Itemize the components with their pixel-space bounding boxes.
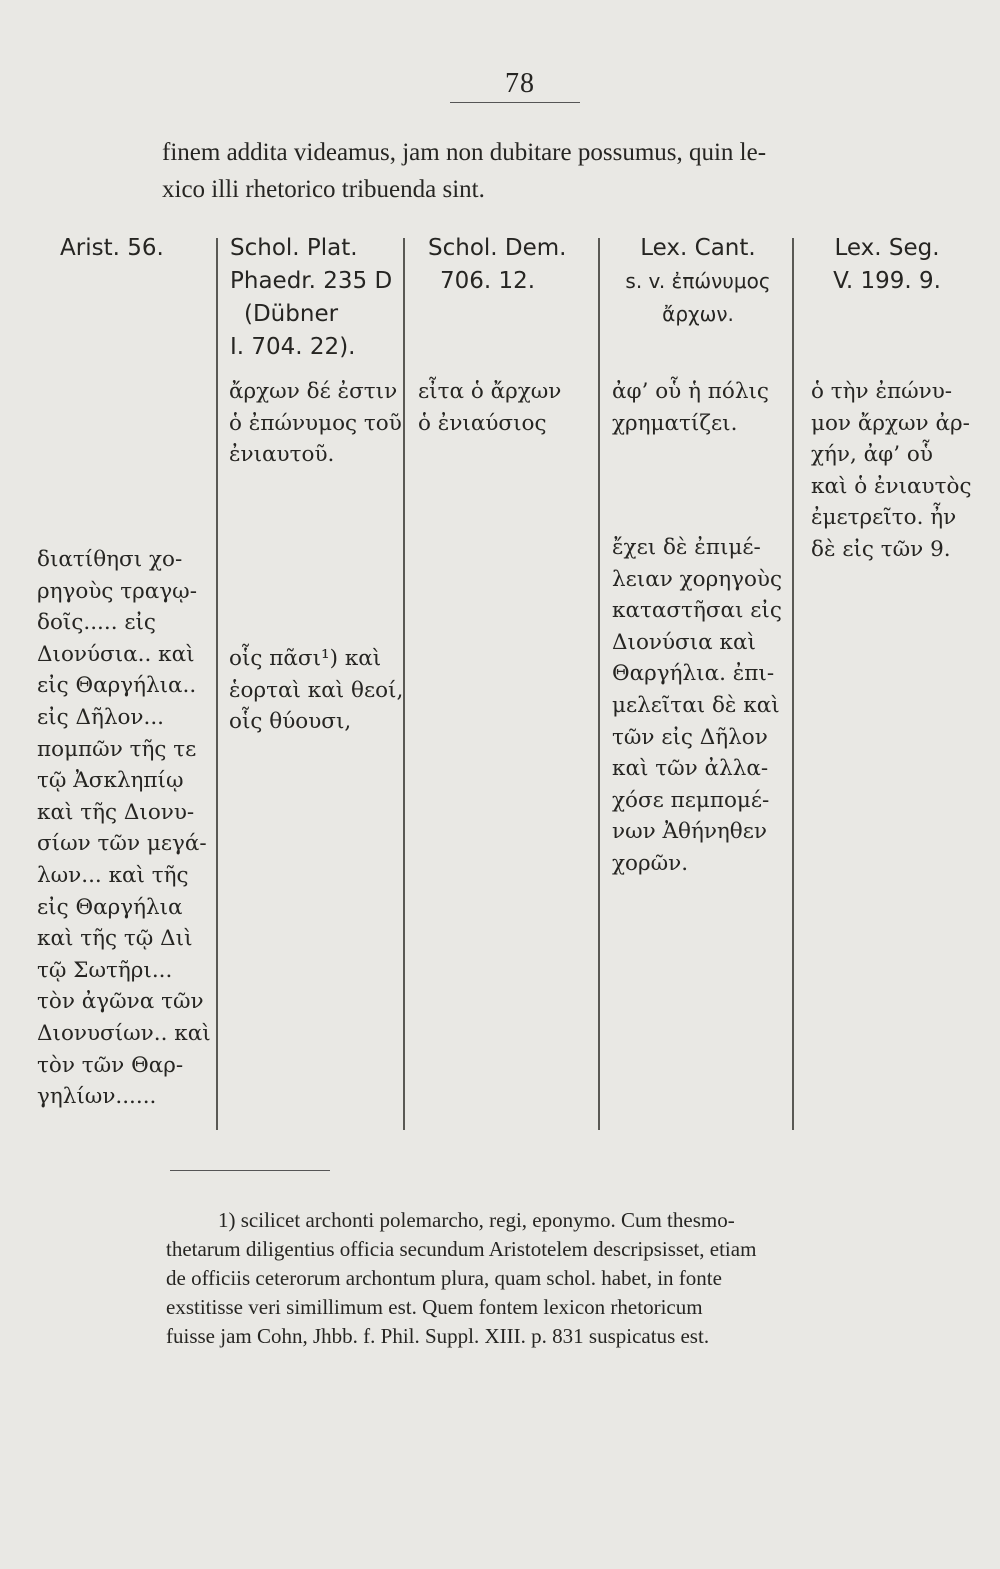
column-header: V. 199. 9. [833, 268, 941, 294]
text-line: καὶ τῶν ἀλλα- [612, 756, 769, 782]
column-header: Lex. Seg. [834, 235, 940, 261]
footnote-line: exstitisse veri simillimum est. Quem fontem lexicon rhetoricum [166, 1295, 703, 1319]
column-arist-text [37, 544, 211, 1113]
column-divider [403, 238, 405, 1130]
text-line: καὶ τῆς τῷ Διὶ [37, 926, 193, 952]
text-line: ἀφ’ οὗ ἡ πόλις [612, 379, 769, 404]
text-line: νων Ἀθήνηθεν [612, 819, 767, 845]
text-line: χρηματίζει. [612, 410, 738, 436]
text-line: μελεῖται δὲ καὶ [612, 692, 780, 718]
footnote-rule [170, 1170, 330, 1171]
page-number: 78 [505, 68, 535, 99]
column-schol-dem [428, 232, 566, 298]
text-line: ὁ ἐνιαύσιος [418, 410, 547, 436]
text-line: εἰς Θαργήλια [37, 894, 183, 920]
column-lex-seg-text [811, 376, 972, 566]
intro-paragraph [162, 134, 878, 208]
text-line: δὲ εἰς τῶν 9. [811, 536, 951, 562]
text-line: ἔχει δὲ ἐπιμέ- [612, 535, 761, 560]
text-line: χόσε πεμπομέ- [612, 787, 770, 813]
column-schol-plat-text-2 [229, 643, 403, 738]
text-line: γηλίων...... [37, 1084, 157, 1110]
column-schol-plat [230, 232, 392, 364]
text-line: διατίθησι χο- [37, 547, 183, 572]
text-line: ὁ ἐπώνυμος τοῦ [229, 410, 402, 436]
column-header: s. v. ἐπώνυμος [625, 269, 771, 293]
text-line: σίων τῶν μεγά- [37, 831, 207, 857]
column-header: Lex. Cant. [640, 235, 756, 261]
text-line: Διονύσια καὶ [612, 629, 756, 655]
column-lex-cant-text-2 [612, 532, 782, 880]
text-line: τὸν ἀγῶνα τῶν [37, 989, 204, 1015]
column-header: I. 704. 22). [230, 334, 356, 360]
text-line: τὸν τῶν Θαρ- [37, 1052, 184, 1078]
text-line: εἶτα ὁ ἄρχων [418, 379, 562, 404]
footnote [166, 1206, 884, 1351]
column-lex-seg [812, 232, 962, 298]
text-line: ἄρχων δέ ἐστιν [229, 379, 398, 404]
text-line: ἐμετρεῖτο. ἦν [811, 505, 957, 531]
text-line: οἷς πᾶσι¹) καὶ [229, 646, 382, 671]
footnote-line: thetarum diligentius officia secundum Aristotelem descripsisset, etiam [166, 1237, 757, 1261]
text-line: πομπῶν τῆς τε [37, 736, 197, 762]
text-line: χήν, ἀφ’ οὗ [811, 442, 933, 468]
column-header: Arist. 56. [60, 235, 164, 261]
column-header: Phaedr. 235 D [230, 268, 393, 294]
text-line: οἷς θύουσι, [229, 709, 352, 735]
footnote-line: de officiis ceterorum archontum plura, quam schol. habet, in fonte [166, 1266, 722, 1290]
column-lex-cant [612, 232, 784, 331]
column-divider [792, 238, 794, 1130]
text-line: ρηγοὺς τραγῳ- [37, 578, 197, 604]
column-header: 706. 12. [440, 268, 536, 294]
text-line: δοῖς..... εἰς [37, 610, 156, 636]
text-line: τῷ Ἀσκληπίῳ [37, 768, 184, 794]
text-line: καταστῆσαι εἰς [612, 598, 782, 624]
text-line: χορῶν. [612, 850, 689, 876]
text-line: ἑορταὶ καὶ θεοί, [229, 677, 404, 703]
text-line: εἰς Δῆλον... [37, 704, 164, 730]
column-lex-cant-text-1 [612, 376, 769, 439]
intro-line: xico illi rhetorico tribuenda sint. [162, 176, 485, 203]
column-schol-dem-text [418, 376, 561, 439]
column-header: (Dübner [244, 301, 339, 327]
text-line: Διονυσίων.. καὶ [37, 1020, 211, 1046]
footnote-line: 1) scilicet archonti polemarcho, regi, eponymo. Cum thesmo- [218, 1208, 735, 1232]
text-line: Διονύσια.. καὶ [37, 641, 195, 667]
text-line: τῶν εἰς Δῆλον [612, 724, 768, 750]
column-header: Schol. Plat. [230, 235, 358, 261]
page-number-rule [450, 102, 580, 103]
column-schol-plat-text-1 [229, 376, 402, 471]
text-line: Θαργήλια. ἐπι- [612, 661, 775, 687]
column-divider [598, 238, 600, 1130]
text-line: καὶ ὁ ἐνιαυτὸς [811, 473, 972, 499]
column-arist [60, 232, 164, 265]
footnote-line: fuisse jam Cohn, Jhbb. f. Phil. Suppl. XIII. p. 831 suspicatus est. [166, 1324, 710, 1348]
text-line: ὁ τὴν ἐπώνυ- [811, 379, 953, 404]
column-header: ἄρχων. [662, 302, 734, 326]
text-line: καὶ τῆς Διονυ- [37, 799, 195, 825]
intro-line: finem addita videamus, jam non dubitare possumus, quin le- [162, 139, 767, 166]
column-divider [216, 238, 218, 1130]
text-line: τῷ Σωτῆρι... [37, 957, 173, 983]
column-header: Schol. Dem. [428, 235, 567, 261]
text-line: λων... καὶ τῆς [37, 862, 189, 888]
text-line: λειαν χορηγοὺς [612, 566, 783, 592]
text-line: ἐνιαυτοῦ. [229, 442, 335, 468]
text-line: εἰς Θαργήλια.. [37, 673, 197, 699]
text-line: μον ἄρχων ἀρ- [811, 410, 970, 436]
